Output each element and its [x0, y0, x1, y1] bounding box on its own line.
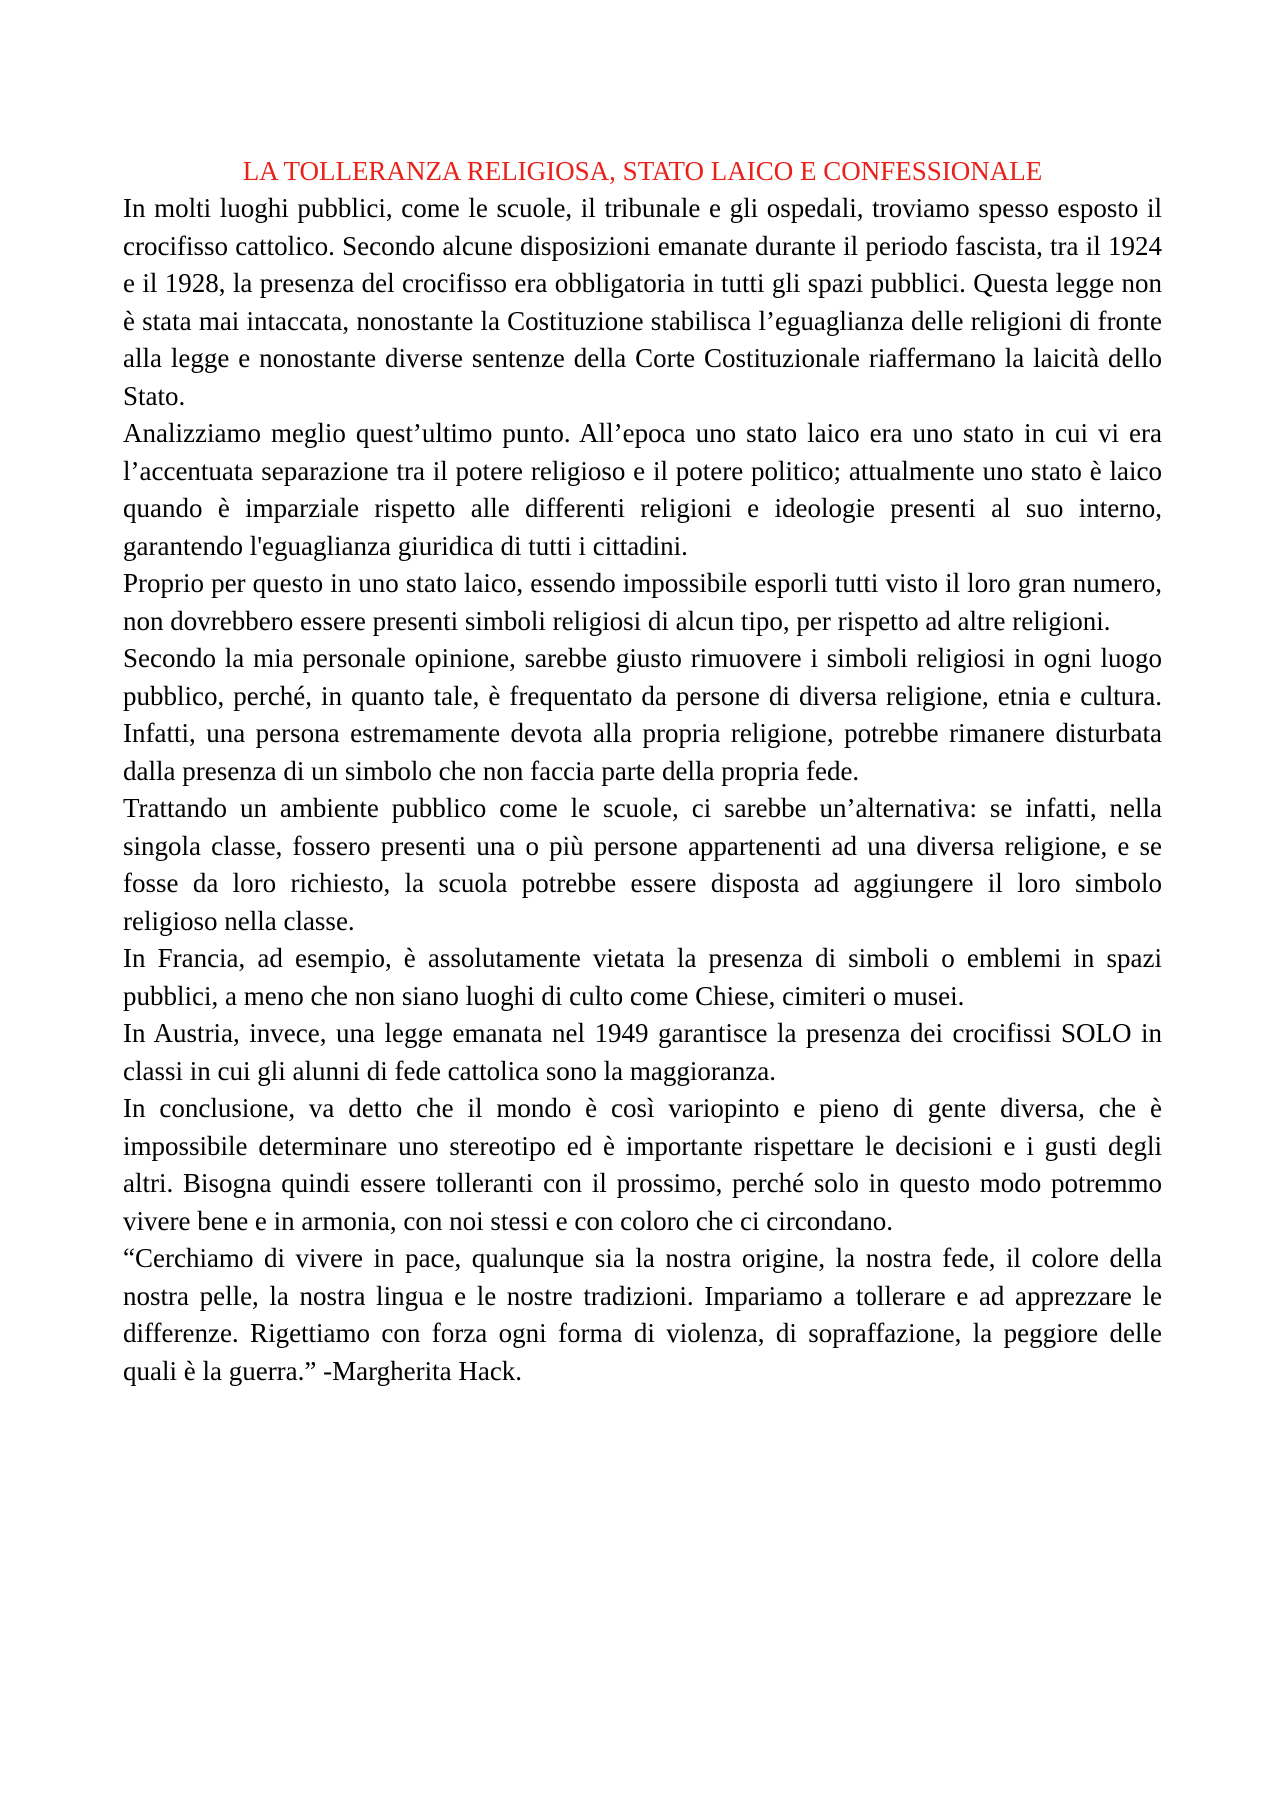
document-body	[123, 152, 1162, 1390]
paragraph-intro: In molti luoghi pubblici, come le scuole, il tribunale e gli ospedali, troviamo spesso esposto il crocifisso cattolico. Secondo alcune disposizioni emanate durante il periodo fascista, tra il 1924 e il 1928, la presenza del crocifisso era obbligatoria in tutti gli spazi pubblici. Questa legge non è stata mai intaccata, nonostante la Costituzione stabilisca l’eguaglianza delle religioni di fronte alla legge e nonostante diverse sentenze della Corte Costituzionale riaffermano la laicità dello Stato.	[123, 193, 1162, 411]
paragraph-schools: Trattando un ambiente pubblico come le scuole, ci sarebbe un’alternativa: se infatti, nella singola classe, fossero presenti una o più persone appartenenti ad una diversa religione, e se fosse da loro richiesto, la scuola potrebbe essere disposta ad aggiungere il loro simbolo religioso nella classe.	[123, 793, 1162, 936]
paragraph-symbols: Proprio per questo in uno stato laico, essendo impossibile esporli tutti visto il loro gran numero, non dovrebbero essere presenti simboli religiosi di alcun tipo, per rispetto ad altre religioni.	[123, 568, 1162, 636]
paragraph-laicity: Analizziamo meglio quest’ultimo punto. All’epoca uno stato laico era uno stato in cui vi era l’accentuata separazione tra il potere religioso e il potere politico; attualmente uno stato è laico quando è imparziale rispetto alle differenti religioni e ideologie presenti al suo interno, garantendo l'eguaglianza giuridica di tutti i cittadini.	[123, 418, 1162, 561]
paragraph-quote: “Cerchiamo di vivere in pace, qualunque sia la nostra origine, la nostra fede, il colore della nostra pelle, la nostra lingua e le nostre tradizioni. Impariamo a tollerare e ad apprezzare le differenze. Rigettiamo con forza ogni forma di violenza, di sopraffazione, la peggiore delle quali è la guerra.” -Margherita Hack.	[123, 1243, 1162, 1386]
paragraph-opinion: Secondo la mia personale opinione, sarebbe giusto rimuovere i simboli religiosi in ogni luogo pubblico, perché, in quanto tale, è frequentato da persone di diversa religione, etnia e cultura. Infatti, una persona estremamente devota alla propria religione, potrebbe rimanere disturbata dalla presenza di un simbolo che non faccia parte della propria fede.	[123, 643, 1162, 786]
paragraph-france: In Francia, ad esempio, è assolutamente vietata la presenza di simboli o emblemi in spazi pubblici, a meno che non siano luoghi di culto come Chiese, cimiteri o musei.	[123, 943, 1162, 1011]
paragraph-austria: In Austria, invece, una legge emanata nel 1949 garantisce la presenza dei crocifissi SOLO in classi in cui gli alunni di fede cattolica sono la maggioranza.	[123, 1018, 1162, 1086]
document-title: LA TOLLERANZA RELIGIOSA, STATO LAICO E CONFESSIONALE	[242, 156, 1043, 186]
paragraph-conclusion: In conclusione, va detto che il mondo è così variopinto e pieno di gente diversa, che è impossibile determinare uno stereotipo ed è importante rispettare le decisioni e i gusti degli altri. Bisogna quindi essere tolleranti con il prossimo, perché solo in questo modo potremmo vivere bene e in armonia, con noi stessi e con coloro che ci circondano.	[123, 1093, 1162, 1236]
